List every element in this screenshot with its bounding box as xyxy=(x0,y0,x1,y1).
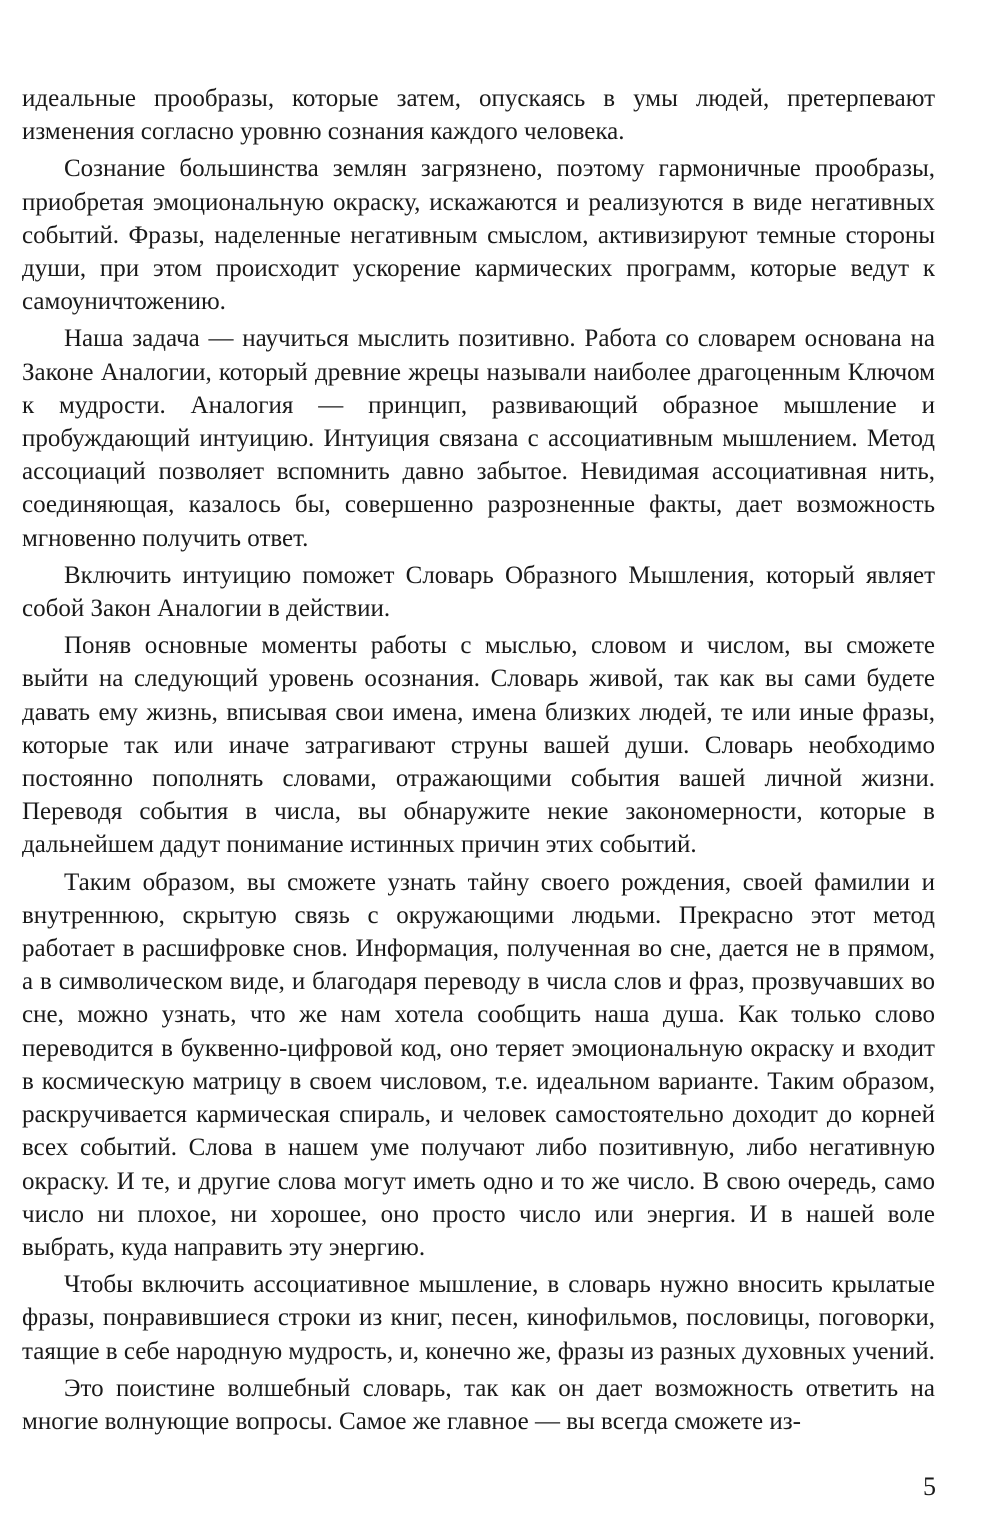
paragraph-2: Сознание большинства землян загрязнено, поэтому гармоничные прообразы, приобретая эмоциональную окраску, искажаются и реализуются в виде негативных событий. Фразы, наделенные негативным смыслом, активизируют темные стороны души, при этом происходит ускорение кармических программ, которые ведут к самоуничтожению. xyxy=(22,155,935,316)
page-number: 5 xyxy=(923,1472,936,1501)
paragraph-5: Поняв основные моменты работы с мыслью, словом и числом, вы сможете выйти на следующий уровень осознания. Словарь живой, так как вы сами будете давать ему жизнь, вписывая свои имена, имена близких людей, те или иные фразы, которые так или иначе затрагивают струны вашей души. Словарь необходимо постоянно пополнять словами, отражающими события вашей личной жизни. Переводя события в числа, вы обнаружите некие закономерности, которые в дальнейшем дадут понимание истинных причин этих событий. xyxy=(22,632,935,859)
paragraph-8: Это поистине волшебный словарь, так как он дает возможность ответить на многие волнующие вопросы. Самое же главное — вы всегда сможете из- xyxy=(22,1374,935,1435)
paragraph-1: идеальные прообразы, которые затем, опускаясь в умы людей, претерпевают изменения согласно уровню сознания каждого человека. xyxy=(22,85,935,146)
page-body xyxy=(22,82,935,1442)
paragraph-4: Включить интуицию поможет Словарь Образного Мышления, который являет собой Закон Аналогии в действии. xyxy=(22,561,935,623)
paragraph-6: Таким образом, вы сможете узнать тайну своего рождения, своей фамилии и внутреннюю, скрытую связь с окружающими людьми. Прекрасно этот метод работает в расшифровке снов. Информация, полученная во сне, дается не в прямом, а в символическом виде, и благодаря переводу в числа слов и фраз, прозвучавших во сне, можно узнать, что же нам хотела сообщить наша душа. Как только слово переводится в буквенно-цифровой код, оно теряет эмоциональную окраску и входит в космическую матрицу в своем числовом, т.е. идеальном варианте. Таким образом, раскручивается кармическая спираль, и человек самостоятельно доходит до корней всех событий. Слова в нашем уме получают либо позитивную, либо негативную окраску. И те, и другие слова могут иметь одно и то же число. В свою очередь, само число ни плохое, ни хорошее, оно просто число или энергия. И в нашей воле выбрать, куда направить эту энергию. xyxy=(22,868,935,1261)
paragraph-7: Чтобы включить ассоциативное мышление, в словарь нужно вносить крылатые фразы, понравившиеся строки из книг, песен, кинофильмов, пословицы, поговорки, таящие в себе народную мудрость, и, конечно же, фразы из разных духовных учений. xyxy=(22,1271,935,1365)
paragraph-3: Наша задача — научиться мыслить позитивно. Работа со словарем основана на Законе Аналогии, который древние жрецы называли наиболее драгоценным Ключом к мудрости. Аналогия — принцип, развивающий образное мышление и пробуждающий интуицию. Интуиция связана с ассоциативным мышлением. Метод ассоциаций позволяет вспомнить давно забытое. Невидимая ассоциативная нить, соединяющая, казалось бы, совершенно разрозненные факты, дает возможность мгновенно получить ответ. xyxy=(22,325,935,552)
